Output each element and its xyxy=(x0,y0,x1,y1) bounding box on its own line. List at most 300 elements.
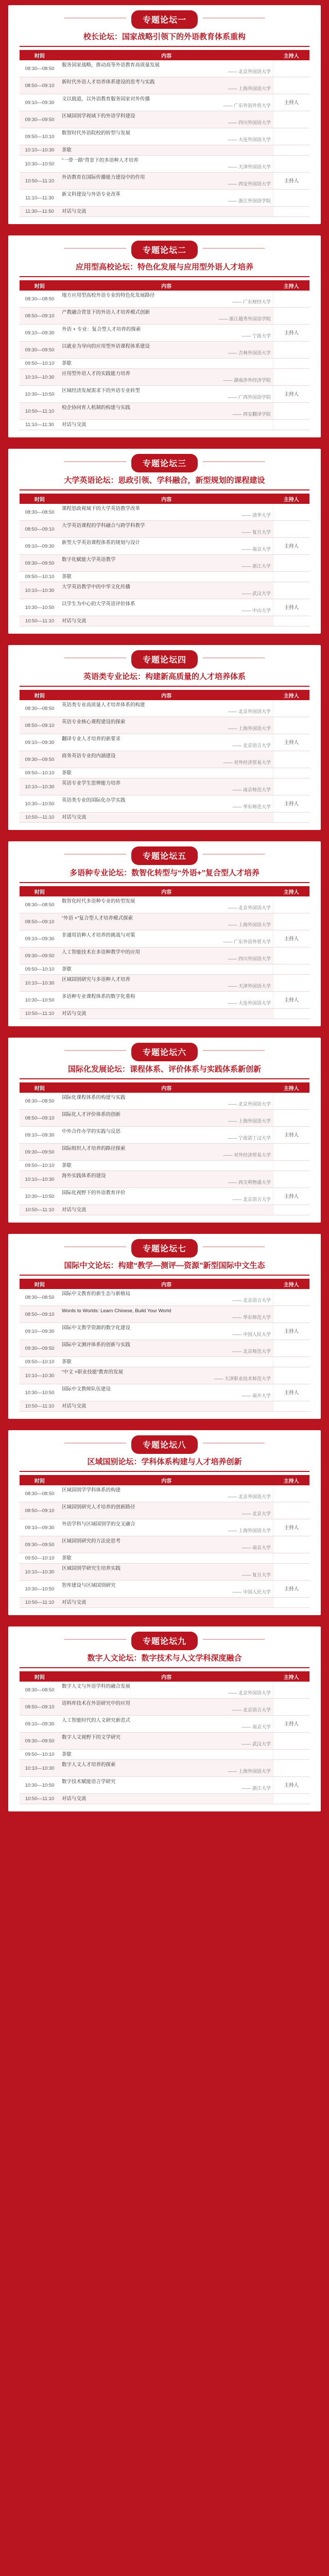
session-host xyxy=(273,308,310,325)
session-topic-text: 茶歇 xyxy=(62,1555,72,1561)
forum-badge: 专题论坛九 xyxy=(131,1632,198,1650)
session-host xyxy=(273,717,310,734)
table-row xyxy=(20,504,309,521)
forum-badge-row xyxy=(20,8,309,29)
session-topic-text: 产教融合背景下的外语人才培养模式创新 xyxy=(62,310,150,315)
header-host: 主持人 xyxy=(273,1475,310,1485)
table-row xyxy=(20,1564,309,1581)
session-topic xyxy=(60,420,273,430)
session-topic-text: 英语专业核心课程建设的探索 xyxy=(62,719,126,725)
table-row xyxy=(20,717,309,734)
header-host: 主持人 xyxy=(273,280,310,291)
session-topic-text: 校企协同育人机制的构建与实践 xyxy=(62,405,131,411)
session-time: 08:30—08:50 xyxy=(20,1289,60,1306)
forum-panel xyxy=(8,1234,321,1419)
session-topic xyxy=(60,1144,273,1161)
session-speaker: —— 南京大学 xyxy=(241,1545,271,1550)
session-speaker: —— 西交利物浦大学 xyxy=(228,1180,271,1185)
forum-badge-row xyxy=(20,648,309,669)
session-speaker: —— 上海外国语大学 xyxy=(228,1769,271,1774)
session-time: 10:50—11:10 xyxy=(20,403,60,420)
session-topic xyxy=(60,1161,273,1171)
table-row xyxy=(20,734,309,751)
session-time: 09:30—09:50 xyxy=(20,342,60,359)
session-speaker: —— 南京师范大学 xyxy=(232,787,271,792)
session-topic xyxy=(60,291,273,308)
session-time: 09:30—09:50 xyxy=(20,1340,60,1357)
header-host: 主持人 xyxy=(273,1082,310,1093)
session-host xyxy=(273,1161,310,1171)
schedule-table xyxy=(20,1475,309,1608)
session-speaker: —— 西安翻译学院 xyxy=(232,412,271,417)
session-speaker: —— 北京语言大学 xyxy=(232,743,271,748)
session-time: 08:50—09:10 xyxy=(20,521,60,538)
session-topic xyxy=(60,1289,273,1306)
session-topic xyxy=(60,60,273,77)
forum-badge-row xyxy=(20,1237,309,1258)
session-topic-text: 茶歇 xyxy=(62,1359,72,1365)
table-row xyxy=(20,1306,309,1323)
session-topic xyxy=(60,1760,273,1777)
session-topic xyxy=(60,1127,273,1144)
session-topic-text: 对话与交流 xyxy=(62,1600,86,1605)
header-content: 内容 xyxy=(60,886,273,896)
table-row xyxy=(20,1401,309,1412)
session-host xyxy=(273,616,310,626)
session-host: 主持人 xyxy=(273,1188,310,1205)
session-topic-text: 对话与交流 xyxy=(62,1403,86,1409)
session-topic-text: 语料库技术在外语研究中的应用 xyxy=(62,1701,131,1706)
session-speaker: —— 北京外国语大学 xyxy=(228,905,271,910)
table-row xyxy=(20,94,309,111)
table-row xyxy=(20,1205,309,1215)
session-time: 10:30—10:50 xyxy=(20,156,60,173)
session-host xyxy=(273,1093,310,1110)
session-speaker: —— 南京大学 xyxy=(241,547,271,552)
session-time: 08:50—09:10 xyxy=(20,308,60,325)
session-host xyxy=(273,156,310,173)
session-topic xyxy=(60,1564,273,1581)
session-topic xyxy=(60,1716,273,1733)
session-topic-text: 多语种专业课程体系的数字化重构 xyxy=(62,994,135,999)
table-row xyxy=(20,1794,309,1804)
schedule-table xyxy=(20,1082,309,1215)
table-row xyxy=(20,207,309,217)
table-row xyxy=(20,599,309,616)
table-row xyxy=(20,128,309,145)
table-row xyxy=(20,896,309,913)
table-row xyxy=(20,291,309,308)
session-time: 10:10—10:30 xyxy=(20,145,60,156)
session-host xyxy=(273,291,310,308)
schedule-header-row xyxy=(20,280,309,291)
session-topic xyxy=(60,1777,273,1794)
session-speaker: —— 大连外国语大学 xyxy=(228,137,271,142)
session-topic xyxy=(60,572,273,582)
table-row xyxy=(20,1536,309,1553)
table-row xyxy=(20,992,309,1009)
session-topic-text: 茶歇 xyxy=(62,770,72,776)
header-time: 时间 xyxy=(20,1082,60,1093)
session-host: 主持人 xyxy=(273,173,310,190)
header-time: 时间 xyxy=(20,1475,60,1485)
session-speaker: —— 南京大学 xyxy=(241,1724,271,1730)
session-time: 08:30—08:50 xyxy=(20,60,60,77)
session-host xyxy=(273,1682,310,1699)
session-topic-text: 英语类专业高质量人才培养体系的构建 xyxy=(62,702,145,708)
table-row xyxy=(20,386,309,403)
session-topic-text: 国际化课程体系的构建与实践 xyxy=(62,1095,126,1100)
session-time: 10:10—10:30 xyxy=(20,1367,60,1384)
table-row xyxy=(20,975,309,992)
session-speaker: —— 宁波大学 xyxy=(241,333,271,338)
session-time: 09:30—09:50 xyxy=(20,555,60,572)
session-topic xyxy=(60,1357,273,1367)
session-time: 09:50—10:10 xyxy=(20,1357,60,1367)
session-topic xyxy=(60,1485,273,1502)
table-row xyxy=(20,1289,309,1306)
session-time: 09:30—09:50 xyxy=(20,111,60,128)
header-time: 时间 xyxy=(20,690,60,700)
session-topic xyxy=(60,616,273,626)
forum-badge: 专题论坛四 xyxy=(131,650,198,669)
session-topic xyxy=(60,403,273,420)
table-row xyxy=(20,1760,309,1777)
table-row xyxy=(20,190,309,207)
table-row xyxy=(20,1519,309,1536)
session-time: 08:30—08:50 xyxy=(20,504,60,521)
session-host xyxy=(273,1699,310,1716)
session-time: 08:50—09:10 xyxy=(20,1502,60,1519)
forum-badge-row xyxy=(20,844,309,865)
session-speaker: —— 上海外国语大学 xyxy=(228,1528,271,1533)
session-speaker: —— 浙江大学 xyxy=(241,564,271,569)
session-topic xyxy=(60,975,273,992)
session-topic-text: 区域国别学研究生培养实践 xyxy=(62,1566,121,1571)
session-host xyxy=(273,768,310,778)
session-speaker: —— 中山大学 xyxy=(241,608,271,613)
session-topic xyxy=(60,1750,273,1760)
session-topic xyxy=(60,1009,273,1019)
table-row xyxy=(20,582,309,599)
session-speaker: —— 上海外国语大学 xyxy=(228,86,271,91)
table-row xyxy=(20,616,309,626)
session-topic xyxy=(60,1536,273,1553)
session-topic-text: 对话与交流 xyxy=(62,209,86,214)
table-row xyxy=(20,913,309,930)
table-row xyxy=(20,778,309,795)
session-host xyxy=(273,964,310,975)
session-topic-text: 茶歇 xyxy=(62,1163,72,1168)
session-topic-text: 地方应用型高校外语专业的特色化发展路径 xyxy=(62,293,155,298)
schedule-header-row xyxy=(20,1671,309,1682)
session-host: 主持人 xyxy=(273,1127,310,1144)
session-speaker: —— 西安外国语大学 xyxy=(228,181,271,187)
session-topic xyxy=(60,795,273,812)
session-time: 08:30—08:50 xyxy=(20,1485,60,1502)
forum-panel xyxy=(8,841,321,1026)
session-topic-text: 非通用语种人才培养的挑战与对策 xyxy=(62,933,135,938)
session-host: 主持人 xyxy=(273,795,310,812)
header-time: 时间 xyxy=(20,886,60,896)
session-topic-text: “一带一路”背景下的多语种人才培养 xyxy=(62,158,138,163)
session-topic xyxy=(60,386,273,403)
session-time: 08:30—08:50 xyxy=(20,1682,60,1699)
session-topic xyxy=(60,896,273,913)
session-host xyxy=(273,1289,310,1306)
session-time: 08:50—09:10 xyxy=(20,77,60,94)
session-host xyxy=(273,521,310,538)
session-time: 10:30—10:50 xyxy=(20,992,60,1009)
session-topic-text: 新型大学英语课程体系的规划与设计 xyxy=(62,540,141,546)
table-row xyxy=(20,964,309,975)
header-host: 主持人 xyxy=(273,1279,310,1289)
table-row xyxy=(20,572,309,582)
session-time: 08:50—09:10 xyxy=(20,1306,60,1323)
session-host xyxy=(273,403,310,420)
session-time: 08:30—08:50 xyxy=(20,700,60,717)
session-host: 主持人 xyxy=(273,94,310,111)
session-time: 09:10—09:30 xyxy=(20,1519,60,1536)
session-topic-text: 数智时代外语院校的转型与发展 xyxy=(62,130,131,136)
table-row xyxy=(20,173,309,190)
session-host xyxy=(273,190,310,207)
session-host: 主持人 xyxy=(273,599,310,616)
session-host xyxy=(273,1750,310,1760)
session-topic-text: 区域国别研究人才培养的创新路径 xyxy=(62,1504,135,1510)
session-speaker: —— 北京外国语大学 xyxy=(228,69,271,74)
session-speaker: —— 天津职业技术师范大学 xyxy=(214,1376,271,1381)
schedule-header-row xyxy=(20,886,309,896)
table-row xyxy=(20,1367,309,1384)
session-topic-text: 数字技术赋能语言学研究 xyxy=(62,1779,116,1785)
table-row xyxy=(20,947,309,964)
session-host xyxy=(273,896,310,913)
session-topic-text: 国际中文测评体系的创新与实践 xyxy=(62,1342,131,1348)
header-host: 主持人 xyxy=(273,886,310,896)
session-topic-text: 对话与交流 xyxy=(62,422,86,428)
forum-badge: 专题论坛五 xyxy=(131,846,198,865)
table-row xyxy=(20,1093,309,1110)
table-row xyxy=(20,1502,309,1519)
session-speaker: —— 对外经济贸易大学 xyxy=(223,760,271,765)
header-time: 时间 xyxy=(20,1671,60,1682)
table-row xyxy=(20,1009,309,1019)
session-topic xyxy=(60,190,273,207)
session-topic xyxy=(60,555,273,572)
session-host: 主持人 xyxy=(273,1581,310,1598)
session-topic xyxy=(60,964,273,975)
session-topic xyxy=(60,599,273,616)
session-host xyxy=(273,1536,310,1553)
session-speaker: —— 上海外国语大学 xyxy=(228,922,271,927)
session-speaker: —— 北京外国语大学 xyxy=(228,1494,271,1499)
session-topic xyxy=(60,1699,273,1716)
header-host: 主持人 xyxy=(273,50,310,60)
session-topic xyxy=(60,538,273,555)
session-topic xyxy=(60,128,273,145)
table-row xyxy=(20,1598,309,1608)
forum-panel xyxy=(8,1038,321,1223)
session-host xyxy=(273,1009,310,1019)
session-host xyxy=(273,812,310,823)
session-host xyxy=(273,1205,310,1215)
table-row xyxy=(20,1750,309,1760)
table-row xyxy=(20,812,309,823)
session-speaker: —— 四川外国语大学 xyxy=(228,120,271,125)
session-time: 10:30—10:50 xyxy=(20,1581,60,1598)
session-host xyxy=(273,1733,310,1750)
session-topic xyxy=(60,145,273,156)
session-time: 10:30—10:50 xyxy=(20,1777,60,1794)
header-content: 内容 xyxy=(60,280,273,291)
session-host xyxy=(273,555,310,572)
table-row xyxy=(20,1144,309,1161)
session-host: 主持人 xyxy=(273,1384,310,1401)
session-time: 10:50—11:10 xyxy=(20,1794,60,1804)
session-topic xyxy=(60,1733,273,1750)
session-host xyxy=(273,77,310,94)
schedule-header-row xyxy=(20,494,309,504)
session-topic xyxy=(60,717,273,734)
session-topic-text: 国际组织人才培养的路径探索 xyxy=(62,1146,126,1151)
session-topic-text: 外语教育在国际传播能力建设中的作用 xyxy=(62,175,145,180)
table-row xyxy=(20,369,309,386)
session-host: 主持人 xyxy=(273,386,310,403)
session-time: 09:50—10:10 xyxy=(20,1750,60,1760)
session-time: 09:30—09:50 xyxy=(20,1733,60,1750)
forum-badge: 专题论坛六 xyxy=(131,1043,198,1061)
session-time: 08:50—09:10 xyxy=(20,1110,60,1127)
forum-title: 多语种专业论坛：数智化转型与“外语+”复合型人才培养 xyxy=(20,867,309,883)
session-topic-text: 翻译专业人才培养的新要求 xyxy=(62,736,121,742)
session-host xyxy=(273,1110,310,1127)
forum-panel xyxy=(8,235,321,437)
session-speaker: —— 广西外国语学院 xyxy=(228,395,271,400)
session-topic-text: 茶歇 xyxy=(62,1752,72,1757)
session-topic xyxy=(60,1188,273,1205)
session-topic xyxy=(60,913,273,930)
schedule-table xyxy=(20,886,309,1019)
forum-badge: 专题论坛一 xyxy=(131,10,198,29)
session-topic-text: 以就业为导向的应用型外语课程体系建设 xyxy=(62,344,150,349)
forum-title: 数字人文论坛：数字技术与人文学科深度融合 xyxy=(20,1652,309,1668)
session-topic-text: 区域国别研究与多语种人才培养 xyxy=(62,977,131,982)
session-topic-text: 数字人文人才培养的探索 xyxy=(62,1762,116,1768)
schedule-table xyxy=(20,1671,309,1804)
forum-title: 英语类专业论坛：构建新高质量的人才培养体系 xyxy=(20,671,309,687)
session-host: 主持人 xyxy=(273,992,310,1009)
session-topic-text: 文以载道，以外语教育服务国家对外传播 xyxy=(62,96,150,102)
session-host xyxy=(273,504,310,521)
session-topic-text: 数智化时代多语种专业的转型发展 xyxy=(62,899,135,904)
session-topic-text: Words to Worlds: Learn Chinese, Build Your World xyxy=(62,1308,171,1314)
session-topic xyxy=(60,1367,273,1384)
session-time: 10:10—10:30 xyxy=(20,1760,60,1777)
session-host xyxy=(273,1357,310,1367)
session-speaker: —— 广东财经大学 xyxy=(232,299,271,304)
session-topic-text: 人工智能技术在多语种教学中的应用 xyxy=(62,950,141,955)
session-topic xyxy=(60,1171,273,1188)
table-row xyxy=(20,1682,309,1699)
session-topic xyxy=(60,947,273,964)
session-topic-text: 人工智能时代的人文研究新范式 xyxy=(62,1718,131,1723)
session-topic xyxy=(60,94,273,111)
session-topic-text: 国际化人才评价体系的创新 xyxy=(62,1112,121,1117)
session-topic xyxy=(60,1093,273,1110)
session-host xyxy=(273,145,310,156)
session-speaker: —— 宁波诺丁汉大学 xyxy=(228,1136,271,1141)
schedule-header-row xyxy=(20,690,309,700)
session-topic-text: 数字人文与外语学科的融合发展 xyxy=(62,1684,131,1689)
table-row xyxy=(20,1716,309,1733)
session-time: 10:30—10:50 xyxy=(20,795,60,812)
header-content: 内容 xyxy=(60,1082,273,1093)
table-row xyxy=(20,145,309,156)
session-time: 08:30—08:50 xyxy=(20,291,60,308)
session-time: 11:10—11:30 xyxy=(20,420,60,430)
forum-title: 国际化发展论坛：课程体系、评价体系与实践体系新创新 xyxy=(20,1063,309,1079)
session-host xyxy=(273,1171,310,1188)
forum-panel xyxy=(8,449,321,634)
forum-title: 校长论坛：国家战略引领下的外语教育体系重构 xyxy=(20,31,309,47)
session-speaker: —— 浙江越秀外国语学院 xyxy=(218,316,271,321)
table-row xyxy=(20,1485,309,1502)
session-topic-text: 茶歇 xyxy=(62,967,72,972)
session-time: 10:10—10:30 xyxy=(20,1564,60,1581)
session-host xyxy=(273,111,310,128)
session-topic xyxy=(60,812,273,823)
session-speaker: —— 湖南涉外经济学院 xyxy=(223,378,271,383)
session-speaker: —— 武汉大学 xyxy=(241,591,271,596)
session-topic xyxy=(60,1323,273,1340)
session-time: 08:50—09:10 xyxy=(20,1699,60,1716)
session-topic-text: 国际中文教学资源的数字化建设 xyxy=(62,1325,131,1331)
table-row xyxy=(20,60,309,77)
session-time: 10:50—11:10 xyxy=(20,1401,60,1412)
schedule-header-row xyxy=(20,1082,309,1093)
session-time: 09:50—10:10 xyxy=(20,964,60,975)
forum-badge-row xyxy=(20,239,309,259)
session-host xyxy=(273,1401,310,1412)
session-time: 09:50—10:10 xyxy=(20,1553,60,1564)
session-host xyxy=(273,1564,310,1581)
session-topic xyxy=(60,308,273,325)
session-speaker: —— 南开大学 xyxy=(241,1393,271,1398)
session-time: 09:10—09:30 xyxy=(20,325,60,342)
session-host xyxy=(273,420,310,430)
header-host: 主持人 xyxy=(273,1671,310,1682)
table-row xyxy=(20,768,309,778)
forum-title: 国际中文论坛：构建“教学—测评—资源”新型国际中文生态 xyxy=(20,1260,309,1276)
table-row xyxy=(20,1323,309,1340)
session-time: 09:10—09:30 xyxy=(20,94,60,111)
forum-badge: 专题论坛八 xyxy=(131,1435,198,1454)
session-topic xyxy=(60,768,273,778)
session-time: 09:10—09:30 xyxy=(20,1716,60,1733)
schedule-header-row xyxy=(20,50,309,60)
session-speaker: —— 华东师范大学 xyxy=(232,1315,271,1320)
session-speaker: —— 对外经济贸易大学 xyxy=(223,1153,271,1158)
schedule-table xyxy=(20,280,309,430)
session-host xyxy=(273,975,310,992)
session-topic xyxy=(60,521,273,538)
session-host xyxy=(273,1367,310,1384)
session-topic xyxy=(60,77,273,94)
session-host: 主持人 xyxy=(273,930,310,947)
table-row xyxy=(20,1340,309,1357)
session-speaker: —— 天津外国语大学 xyxy=(228,164,271,170)
